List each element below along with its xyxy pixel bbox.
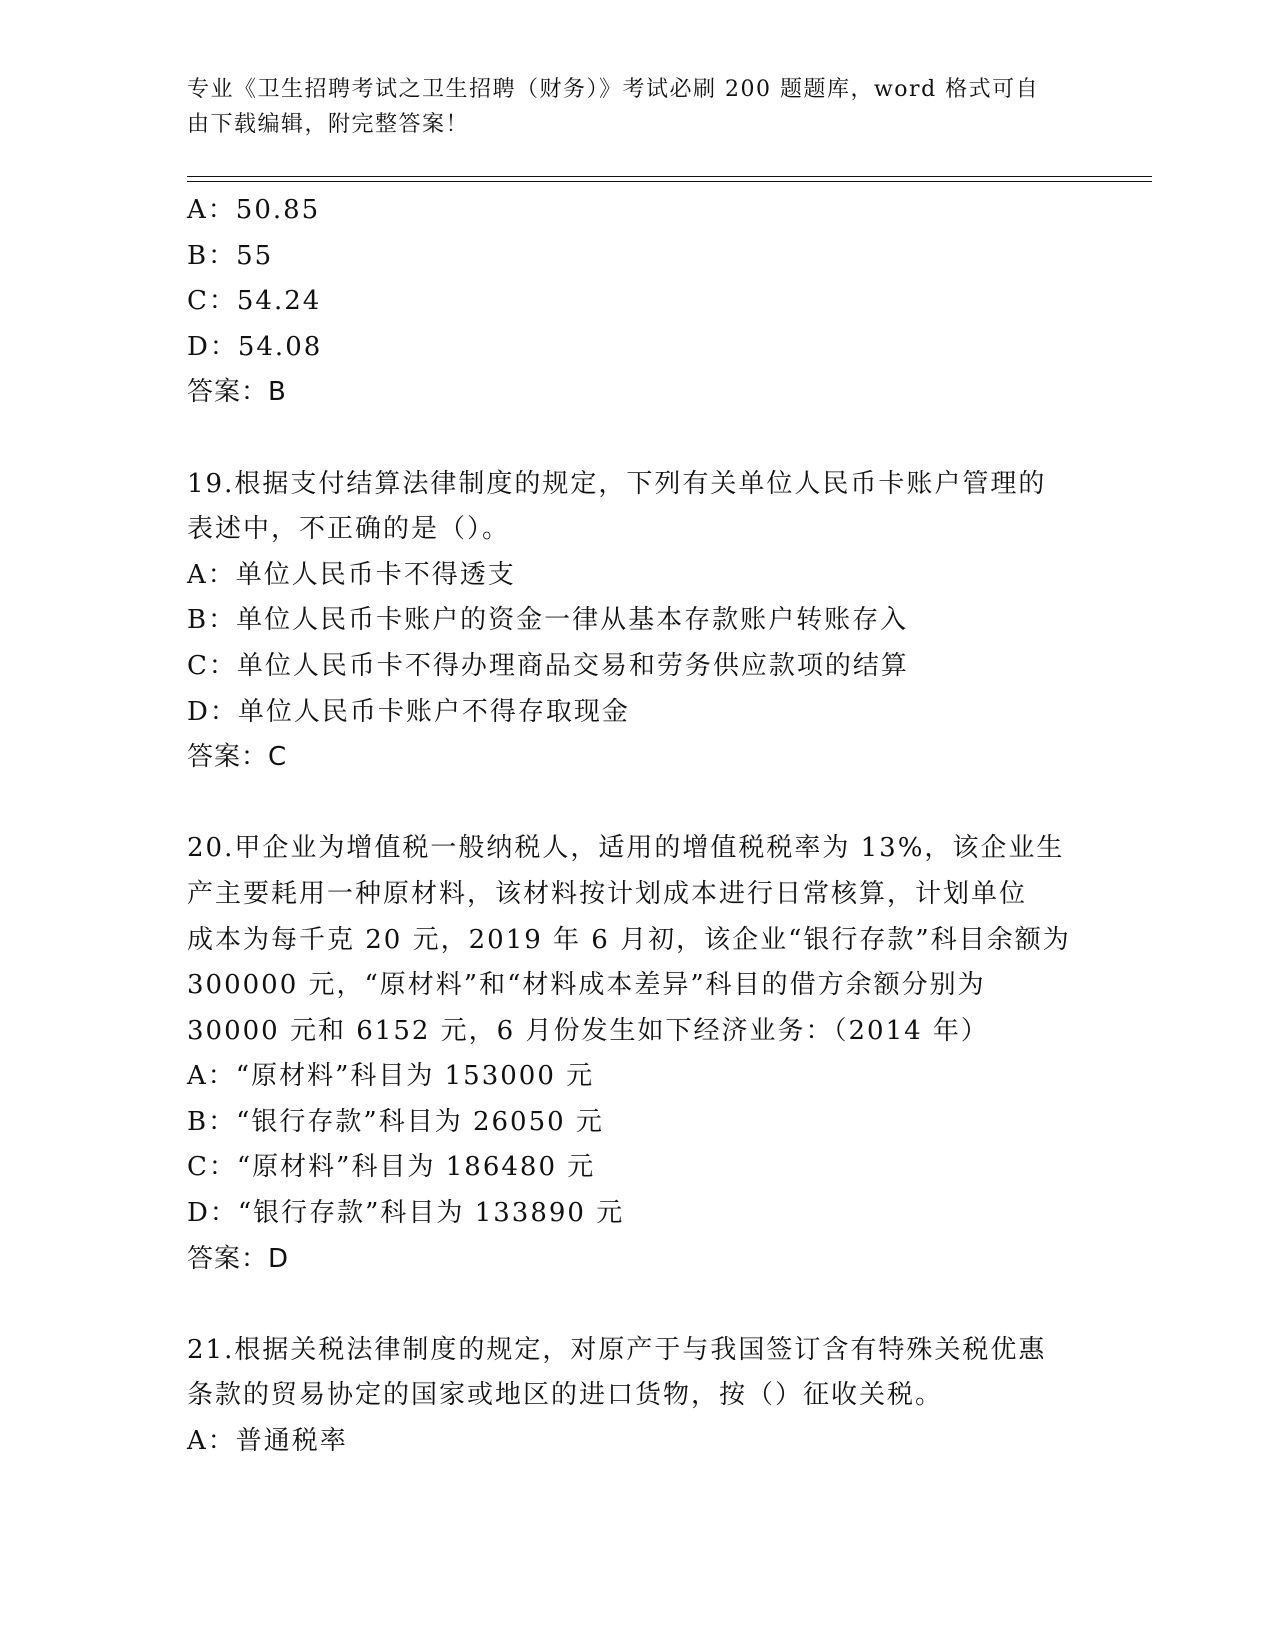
answer-line: 答案：D [187, 1243, 290, 1274]
question-20 [187, 826, 1087, 1282]
option-a: A：50.85 [187, 195, 321, 225]
prev-question-block [187, 188, 1087, 416]
document-header [187, 72, 1067, 142]
question-text-line: 19.根据支付结算法律制度的规定，下列有关单位人民币卡账户管理的 [187, 468, 1047, 499]
header-line-1: 专业《卫生招聘考试之卫生招聘（财务）》考试必刷 200 题题库，word 格式可自 [187, 77, 1040, 102]
spacer [187, 781, 1087, 827]
option-a: A：“原材料”科目为 153000 元 [187, 1061, 595, 1092]
document-body [187, 188, 1087, 1465]
option-a: A：普通税率 [187, 1426, 348, 1457]
question-text-line: 产主要耗用一种原材料，该材料按计划成本进行日常核算，计划单位 [187, 878, 1028, 909]
question-text-line: 20.甲企业为增值税一般纳税人，适用的增值税税率为 13%，该企业生 [187, 833, 1065, 864]
option-c: C：“原材料”科目为 186480 元 [187, 1152, 596, 1183]
option-c: C：54.24 [187, 286, 322, 317]
answer-line: 答案：B [187, 377, 287, 408]
option-a: A：单位人民币卡不得透支 [187, 559, 516, 590]
spacer [187, 1282, 1087, 1328]
option-b: B：55 [187, 240, 274, 271]
question-19 [187, 462, 1087, 781]
question-21 [187, 1328, 1087, 1465]
option-d: D：54.08 [187, 331, 323, 362]
header-line-2: 由下载编辑，附完整答案！ [187, 112, 470, 137]
header-divider-top [187, 176, 1152, 177]
option-d: D：单位人民币卡账户不得存取现金 [187, 696, 630, 727]
question-text-line: 条款的贸易协定的国家或地区的进口货物，按（）征收关税。 [187, 1380, 944, 1411]
header-divider-bottom [187, 181, 1152, 182]
question-text-line: 21.根据关税法律制度的规定，对原产于与我国签订含有特殊关税优惠 [187, 1334, 1047, 1365]
option-b: B：单位人民币卡账户的资金一律从基本存款账户转账存入 [187, 605, 909, 636]
option-c: C：单位人民币卡不得办理商品交易和劳务供应款项的结算 [187, 650, 909, 681]
spacer [187, 416, 1087, 462]
question-text-line: 成本为每千克 20 元，2019 年 6 月初，该企业“银行存款”科目余额为 [187, 924, 1071, 955]
option-d: D：“银行存款”科目为 133890 元 [187, 1198, 625, 1229]
question-text-line: 表述中，不正确的是（）。 [187, 514, 511, 545]
answer-line: 答案：C [187, 742, 288, 773]
option-b: B：“银行存款”科目为 26050 元 [187, 1106, 604, 1137]
question-text-line: 30000 元和 6152 元，6 月份发生如下经济业务：（2014 年） [187, 1015, 989, 1046]
question-text-line: 300000 元，“原材料”和“材料成本差异”科目的借方余额分别为 [187, 970, 986, 1001]
